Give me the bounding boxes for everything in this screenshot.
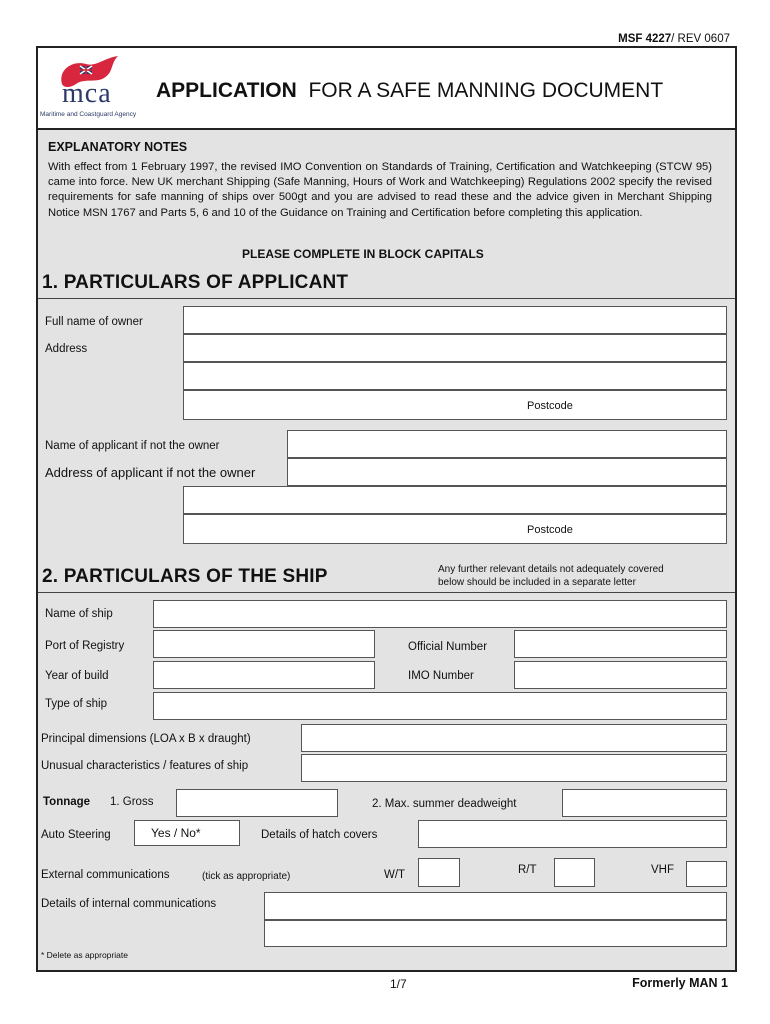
type-field[interactable] xyxy=(153,692,727,720)
unusual-label: Unusual characteristics / features of ship xyxy=(41,760,249,772)
deadweight-label: 2. Max. summer deadweight xyxy=(372,798,517,810)
dimensions-label: Principal dimensions (LOA x B x draught) xyxy=(41,733,251,745)
applicant-address-line3-field[interactable] xyxy=(183,514,727,544)
formerly-label: Formerly MAN 1 xyxy=(632,976,728,990)
ship-name-field[interactable] xyxy=(153,600,727,628)
auto-steering-label: Auto Steering xyxy=(41,829,111,841)
applicant-address-line1-field[interactable] xyxy=(287,458,727,486)
internal-comms-line2-field[interactable] xyxy=(264,920,727,947)
address-label: Address xyxy=(45,343,88,355)
port-field[interactable] xyxy=(153,630,375,658)
imo-number-field[interactable] xyxy=(514,661,727,689)
ship-name-label: Name of ship xyxy=(45,608,113,620)
tonnage-label: Tonnage xyxy=(43,796,91,808)
internal-comms-label: Details of internal communications xyxy=(41,898,217,910)
wt-checkbox[interactable] xyxy=(418,858,460,887)
block-capitals-note: PLEASE COMPLETE IN BLOCK CAPITALS xyxy=(242,247,484,261)
hatch-field[interactable] xyxy=(418,820,727,848)
gross-label: 1. Gross xyxy=(110,796,154,808)
section2-title: 2. PARTICULARS OF THE SHIP xyxy=(42,566,328,587)
section1-title: 1. PARTICULARS OF APPLICANT xyxy=(42,272,349,293)
full-name-field[interactable] xyxy=(183,306,727,334)
official-number-label: Official Number xyxy=(408,641,488,653)
applicant-name-label: Name of applicant if not the owner xyxy=(45,440,220,452)
deadweight-field[interactable] xyxy=(562,789,727,817)
postcode2-label: Postcode xyxy=(527,524,573,536)
applicant-address-line2-field[interactable] xyxy=(183,486,727,514)
page-number: 1/7 xyxy=(390,977,407,991)
auto-steering-value: Yes / No* xyxy=(151,826,201,840)
hatch-label: Details of hatch covers xyxy=(261,829,378,841)
type-label: Type of ship xyxy=(45,698,108,710)
notes-body: With effect from 1 February 1997, the revised IMO Convention on Standards of Training, Certification and Watchkeeping (STCW 95) came into force. New UK merchant Shipping (Safe Manning, Hours of Work and Watchkeeping) Regulations 2002 specify the revised requirements for safe manning of ships over 500gt and you are advised to read these and the advice given in Merchant Shipping Notice MSN 1767 and Parts 5, 6 and 10 of the Guidance on Training and Certification before completing this application. xyxy=(48,161,712,219)
applicant-address-label: Address of applicant if not the owner xyxy=(45,465,256,480)
address-line2-field[interactable] xyxy=(183,362,727,390)
postcode-label: Postcode xyxy=(527,400,573,412)
internal-comms-line1-field[interactable] xyxy=(264,892,727,920)
logo-subtitle: Maritime and Coastguard Agency xyxy=(40,111,137,118)
year-field[interactable] xyxy=(153,661,375,689)
full-name-label: Full name of owner xyxy=(45,316,143,328)
logo-wordmark: mca xyxy=(62,78,112,109)
gross-field[interactable] xyxy=(176,789,338,817)
tick-label: (tick as appropriate) xyxy=(202,871,291,882)
section1-divider xyxy=(38,298,735,299)
delete-note: * Delete as appropriate xyxy=(41,950,128,960)
applicant-name-field[interactable] xyxy=(287,430,727,458)
rt-label: R/T xyxy=(518,864,537,876)
official-number-field[interactable] xyxy=(514,630,727,658)
dimensions-field[interactable] xyxy=(301,724,727,752)
external-comms-label: External communications xyxy=(41,869,170,881)
unusual-field[interactable] xyxy=(301,754,727,782)
page-title: APPLICATION FOR A SAFE MANNING DOCUMENT xyxy=(156,79,664,102)
imo-number-label: IMO Number xyxy=(408,670,474,682)
vhf-checkbox[interactable] xyxy=(686,861,727,887)
rt-checkbox[interactable] xyxy=(554,858,595,887)
form-code: MSF 4227/ REV 0607 xyxy=(618,33,730,45)
wt-label: W/T xyxy=(384,869,406,881)
notes-heading: EXPLANATORY NOTES xyxy=(48,140,188,154)
port-label: Port of Registry xyxy=(45,640,125,652)
vhf-label: VHF xyxy=(651,864,674,876)
year-label: Year of build xyxy=(45,670,109,682)
address-line3-field[interactable] xyxy=(183,390,727,420)
address-line1-field[interactable] xyxy=(183,334,727,362)
section2-note-line1: Any further relevant details not adequately covered xyxy=(438,564,664,575)
section2-note-line2: below should be included in a separate letter xyxy=(438,577,636,588)
section2-divider xyxy=(38,592,735,593)
